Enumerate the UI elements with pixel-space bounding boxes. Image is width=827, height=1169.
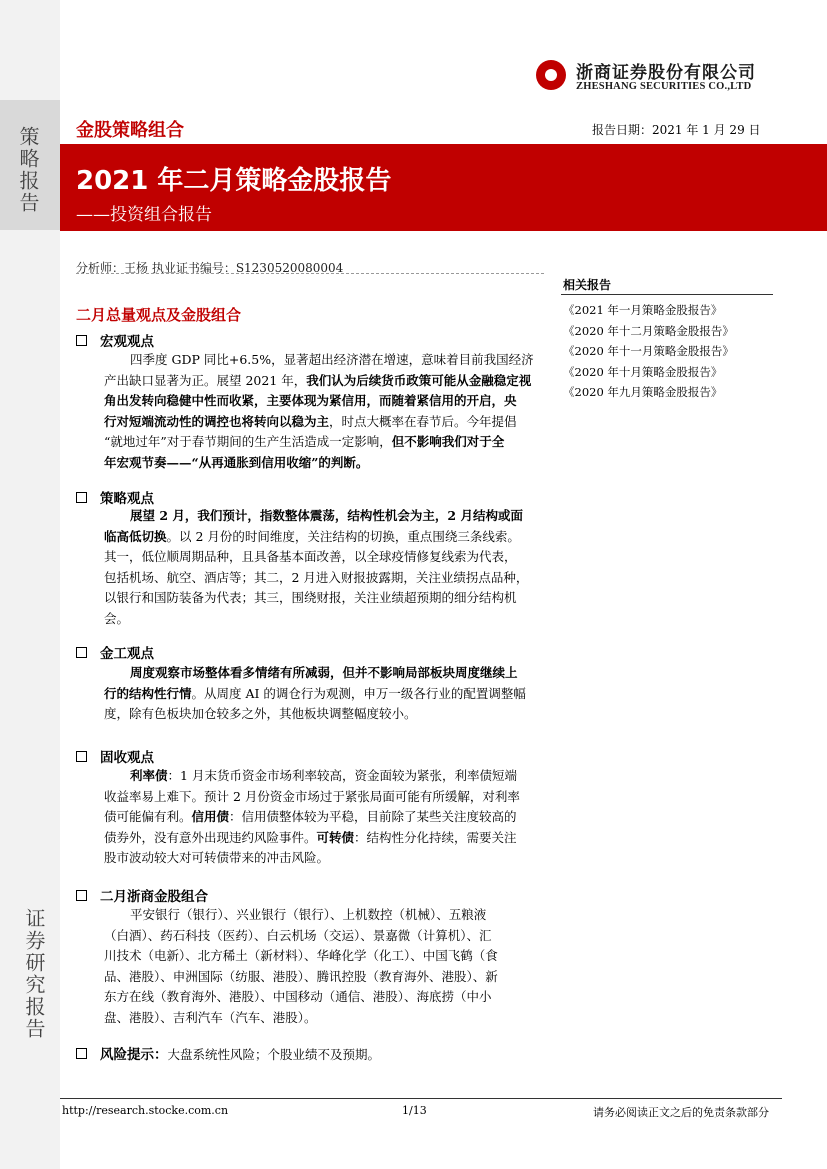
checkbox-bullet-icon bbox=[76, 751, 87, 762]
related-reports-title: 相关报告 bbox=[563, 278, 612, 292]
checkbox-bullet-icon bbox=[76, 647, 87, 658]
footer-url-link[interactable]: http://research.stocke.com.cn bbox=[62, 1104, 229, 1117]
portfolio-paragraph: 平安银行（银行）、兴业银行（银行）、上机数控（机械）、五粮液 （白酒）、药石科技（医药）、白云机场（交运）、景嘉微（计算机）、汇 川技术（电新）、北方稀土（新材料）、华峰化学（化工）、中国飞鹤（食 品、港股）、申洲国际（纺服、港股）、腾讯控股（教育海外、港股）、新 东方在线（教育海外、港股）、中国移动（通信、港股）、海底捞（中小 盘、港股）、吉利汽车（汽车、港股）。 bbox=[104, 907, 498, 1025]
related-report-link[interactable]: 《2021 年一月策略金股报告》 bbox=[563, 303, 723, 317]
company-name-en: ZHESHANG SECURITIES CO.,LTD bbox=[576, 81, 752, 92]
strategy-paragraph: 展望 2 月，我们预计，指数整体震荡，结构性机会为主，2 月结构或面 临高低切换。以 2 月份的时间维度，关注结构的切换，重点围绕三条线索。 其一，低位顺周期品种，且具备基本面改善，以全球疫情修复线索为代表， 包括机场、航空、酒店等；其二，2 月进入财报披露期，关注业绩拐点品种， 以银行和国防装备为代表；其三，围绕财报，关注业绩超预期的细分结构机 会。 bbox=[104, 508, 529, 626]
fixed-income-paragraph: 利率债：1 月末货币资金市场利率较高，资金面较为紧张，利率债短端 收益率易上难下。预计 2 月份资金市场过于紧张局面可能有所缓解，对利率 债可能偏有利。信用债：信用债整体较为平稳，目前除了某些关注度较高的 债券外，没有意外出现违约风险事件。可转债：结构性分化持续，需要关注 股市波动较大对可转债带来的冲击风险。 bbox=[104, 768, 520, 866]
page-title: 2021 年二月策略金股报告 bbox=[76, 166, 392, 196]
page-number: 1/13 bbox=[402, 1104, 427, 1117]
company-logo-inner bbox=[545, 69, 557, 81]
related-reports-divider bbox=[561, 294, 773, 295]
section-heading-portfolio: 二月浙商金股组合 bbox=[76, 885, 208, 905]
section-heading-strategy: 策略观点 bbox=[76, 487, 154, 507]
section-heading-macro: 宏观观点 bbox=[76, 330, 154, 350]
checkbox-bullet-icon bbox=[76, 890, 87, 901]
related-report-link[interactable]: 《2020 年九月策略金股报告》 bbox=[563, 385, 723, 399]
related-report-link[interactable]: 《2020 年十月策略金股报告》 bbox=[563, 364, 723, 379]
related-report-link[interactable]: 《2020 年十一月策略金股报告》 bbox=[563, 344, 734, 358]
checkbox-bullet-icon bbox=[76, 1048, 87, 1059]
analyst-info: 分析师：王杨 执业证书编号：S1230520080004 bbox=[76, 261, 344, 275]
checkbox-bullet-icon bbox=[76, 335, 87, 346]
section-heading-risk: 风险提示：大盘系统性风险；个股业绩不及预期。 bbox=[76, 1043, 380, 1063]
disclaimer-note: 请务必阅读正文之后的免责条款部分 bbox=[593, 1106, 769, 1119]
risk-text: 大盘系统性风险；个股业绩不及预期。 bbox=[167, 1047, 381, 1062]
report-date: 报告日期：2021 年 1 月 29 日 bbox=[592, 123, 761, 137]
analyst-divider bbox=[76, 273, 544, 274]
related-reports-list bbox=[563, 300, 734, 403]
quant-paragraph: 周度观察市场整体看多情绪有所减弱，但并不影响局部板块周度继续上 行的结构性行情。从周度 AI 的调仓行为观测，申万一级各行业的配置调整幅 度，除有色板块加仓较多之外，其他板块调整幅度较小。 bbox=[104, 665, 526, 722]
research-report-vertical-label: 证券研究报告 bbox=[22, 908, 46, 1040]
section-label: 金股策略组合 bbox=[76, 120, 184, 141]
page-subtitle: ——投资组合报告 bbox=[76, 205, 212, 225]
macro-paragraph: 四季度 GDP 同比+6.5%，显著超出经济潜在增速，意味着目前我国经济 产出缺口显著为正。展望 2021 年，我们认为后续货币政策可能从金融稳定视 角出发转向稳健中性而收紧，主要体现为紧信用，而随着紧信用的开启，央 行对短端流动性的调控也将转向以稳为主，时点大概率在春节后。今年提倡 “就地过年”对于春节期间的生产生活造成一定影响，但不影响我们对于全 年宏观节奏——“从再通胀到信用收缩”的判断。 bbox=[104, 352, 534, 470]
company-name-cn: 浙商证券股份有限公司 bbox=[576, 63, 756, 83]
footer-divider bbox=[60, 1098, 782, 1099]
section-heading-fixed-income: 固收观点 bbox=[76, 746, 154, 766]
section-heading-quant: 金工观点 bbox=[76, 642, 154, 662]
report-type-vertical-label: 策略报告 bbox=[16, 126, 40, 214]
main-heading: 二月总量观点及金股组合 bbox=[76, 306, 242, 324]
checkbox-bullet-icon bbox=[76, 492, 87, 503]
related-report-link[interactable]: 《2020 年十二月策略金股报告》 bbox=[563, 323, 734, 338]
